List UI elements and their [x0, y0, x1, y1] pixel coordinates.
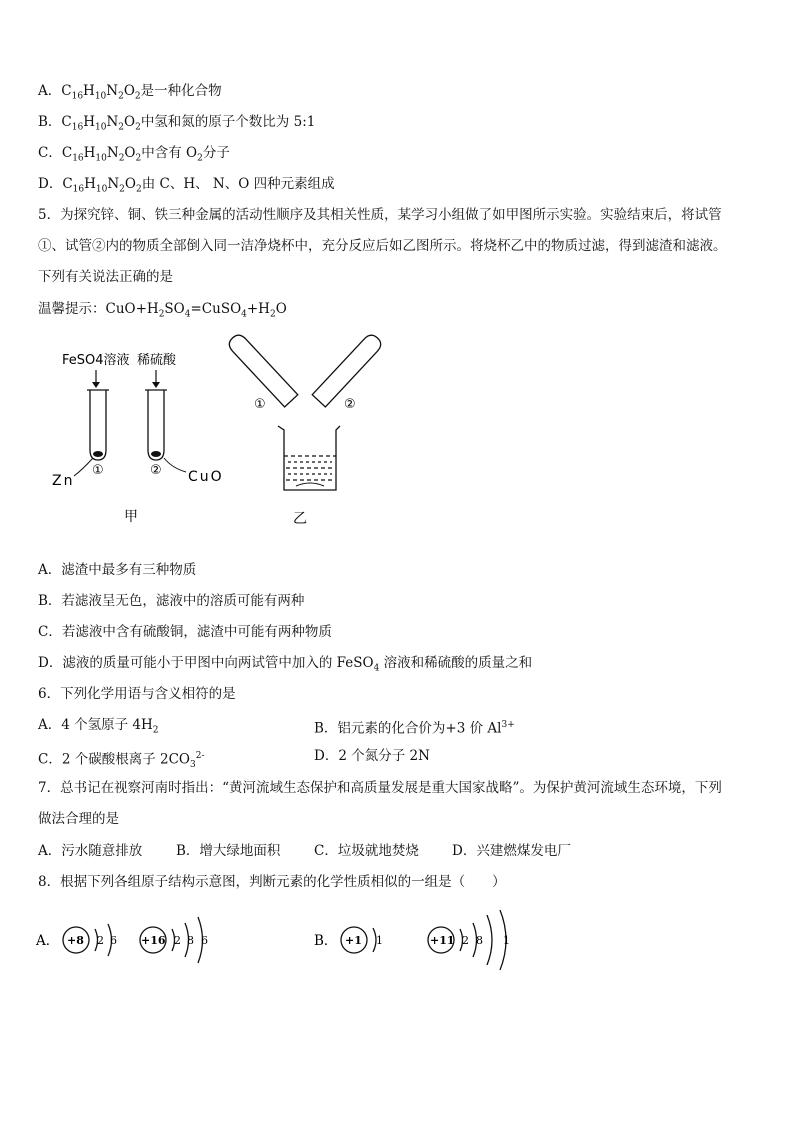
figure-yi: [226, 332, 384, 527]
shell-electrons: 2: [174, 934, 181, 947]
shell-electrons: 8: [187, 934, 194, 947]
q7-option-b: B．增大绿地面积: [176, 843, 281, 859]
shell-electrons: 1: [503, 934, 510, 947]
figure-jia: [52, 352, 224, 525]
q5-option-a: A．滤渣中最多有三种物质: [38, 562, 197, 578]
tube-mark-1: ①: [92, 463, 104, 478]
solid-label-zn: Zn: [52, 473, 75, 489]
q8-option-a-label: A．: [36, 933, 60, 949]
q5-stem-line-1: 5．为探究锌、铜、铁三种金属的活动性顺序及其相关性质，某学习小组做了如甲图所示实验。实验结束后，将试管: [38, 207, 722, 223]
q5-stem-line-3: 下列有关说法正确的是: [38, 269, 173, 285]
solid-label-cuo: CuO: [188, 469, 224, 485]
caption-yi: 乙: [293, 511, 307, 527]
tube-mark-2: ②: [344, 397, 356, 412]
option-text: 中氢和氮的原子个数比为 5:1: [140, 114, 316, 130]
q7-stem-line-1: 7．总书记在视察河南时指出：“黄河流域生态保护和高质量发展是重大国家战略”。为保护黄河流域生态环境，下列: [38, 780, 722, 796]
option-label: A．: [38, 83, 62, 99]
q6-stem: 6．下列化学用语与含义相符的是: [38, 686, 236, 702]
tube-mark-1: ①: [254, 397, 266, 412]
q8-option-b-label: B．: [314, 933, 338, 949]
option-label: D．: [38, 176, 63, 192]
q8-stem: 8．根据下列各组原子结构示意图，判断元素的化学性质相似的一组是（ ）: [38, 874, 506, 890]
q6-option-b: B．铝元素的化合价为+3 价 $Al^{3+}$: [314, 720, 515, 737]
q7-option-d: D．兴建燃煤发电厂: [452, 843, 571, 859]
formula: $C_{16}H_{10}N_2O_2$: [61, 145, 142, 164]
nucleus-charge: +1: [345, 934, 362, 947]
q4-option-d: [38, 175, 335, 199]
formula: $C_{16}H_{10}N_2O_2$: [61, 83, 141, 102]
q7-stem-line-2: 做法合理的是: [38, 811, 119, 827]
shell-electrons: 8: [476, 934, 483, 947]
reagent-label-2: 稀硫酸: [137, 353, 177, 368]
shell-electrons: 6: [110, 934, 117, 947]
q6-option-a: A．4 个氢原子 $4H_2$: [38, 717, 159, 736]
arrow-icon: [152, 370, 160, 388]
experiment-figure: [0, 330, 794, 540]
beaker: [278, 426, 340, 490]
q7-option-c: C．垃圾就地焚烧: [314, 843, 419, 859]
shell-electrons: 6: [201, 934, 208, 947]
pointer-line: [74, 458, 93, 476]
caption-jia: 甲: [124, 509, 138, 525]
reagent-label-1: FeSO4溶液: [62, 353, 130, 368]
test-tube-1: [87, 390, 109, 460]
q5-option-b: B．若滤液呈无色，滤液中的溶质可能有两种: [38, 593, 305, 609]
q5-hint: [38, 300, 287, 324]
nucleus-charge: +11: [430, 934, 455, 947]
option-label: C．: [38, 145, 62, 161]
q5-stem-line-2: ①、试管②内的物质全部倒入同一洁净烧杯中，充分反应后如乙图所示。将烧杯乙中的物质过滤，得到滤渣和滤液。: [38, 238, 727, 254]
tube-mark-2: ②: [150, 463, 162, 478]
tilted-tube-1: [226, 332, 298, 407]
hint-label: 温馨提示：: [38, 301, 106, 317]
formula: $C_{16}H_{10}N_2O_2$: [61, 114, 141, 133]
q6-option-d: D．2 个氮分子 2N: [314, 748, 430, 764]
shell-electrons: 2: [97, 934, 104, 947]
pointer-line: [164, 458, 186, 472]
nucleus-charge: +16: [141, 934, 166, 947]
q4-option-c: [38, 144, 230, 168]
tilted-tube-2: [312, 332, 384, 407]
q5-option-d: D．滤液的质量可能小于甲图中向两试管中加入的 FeSO$_4$ 溶液和稀硫酸的质量之和: [38, 655, 533, 674]
q6-option-c: C．2 个碳酸根离子 $2CO_3^{2-}$: [38, 751, 205, 771]
q5-option-c: C．若滤液中含有硫酸铜，滤渣中可能有两种物质: [38, 624, 332, 640]
arrow-icon: [92, 370, 100, 388]
test-tube-2: [145, 390, 167, 460]
shell-electrons: 1: [376, 934, 383, 947]
formula: $C_{16}H_{10}N_2O_2$: [62, 176, 142, 195]
option-text: 是一种化合物: [140, 83, 222, 99]
atom-diagrams: [0, 900, 794, 980]
q4-option-b: [38, 113, 315, 137]
shell-electrons: 2: [462, 934, 469, 947]
nucleus-charge: +8: [67, 934, 84, 947]
option-label: B．: [38, 114, 62, 130]
hint-equation: $CuO+H_2SO_4=CuSO_4+H_2O$: [105, 301, 287, 320]
q4-option-a: [38, 82, 222, 106]
q7-option-a: A．污水随意排放: [38, 843, 143, 859]
option-text: 由 C、H、 N、O 四种元素组成: [141, 176, 335, 192]
option-text: 中含有 $O_2$分子: [141, 145, 230, 164]
